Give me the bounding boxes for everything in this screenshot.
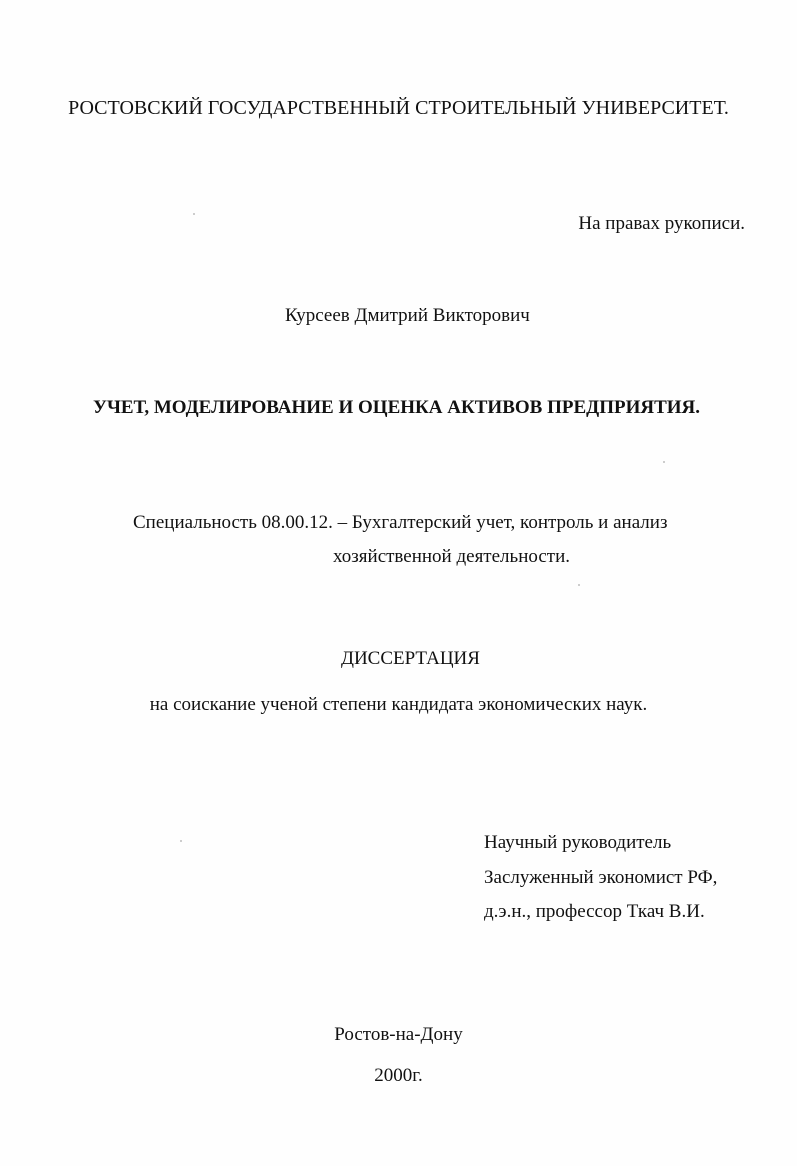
author-name: Курсеев Дмитрий Викторович	[285, 305, 530, 326]
specialty-line-1: Специальность 08.00.12. – Бухгалтерский учет, контроль и анализ	[133, 512, 668, 533]
university-name: РОСТОВСКИЙ ГОСУДАРСТВЕННЫЙ СТРОИТЕЛЬНЫЙ УНИВЕРСИТЕТ.	[68, 97, 729, 119]
supervisor-name: д.э.н., профессор Ткач В.И.	[484, 901, 705, 922]
scan-speck	[663, 461, 665, 463]
supervisor-role: Научный руководитель	[484, 832, 672, 853]
specialty-line-2: хозяйственной деятельности.	[333, 546, 570, 567]
supervisor-honor: Заслуженный экономист РФ,	[484, 867, 718, 888]
scan-speck	[180, 840, 182, 842]
manuscript-note: На правах рукописи.	[578, 213, 745, 234]
scan-speck	[193, 213, 195, 215]
document-type: ДИССЕРТАЦИЯ	[341, 648, 480, 669]
dissertation-title: УЧЕТ, МОДЕЛИРОВАНИЕ И ОЦЕНКА АКТИВОВ ПРЕДПРИЯТИЯ.	[93, 397, 701, 418]
year: 2000г.	[374, 1065, 423, 1086]
city: Ростов-на-Дону	[334, 1024, 463, 1045]
degree-statement: на соискание ученой степени кандидата экономических наук.	[149, 694, 648, 715]
scan-speck	[578, 584, 580, 586]
